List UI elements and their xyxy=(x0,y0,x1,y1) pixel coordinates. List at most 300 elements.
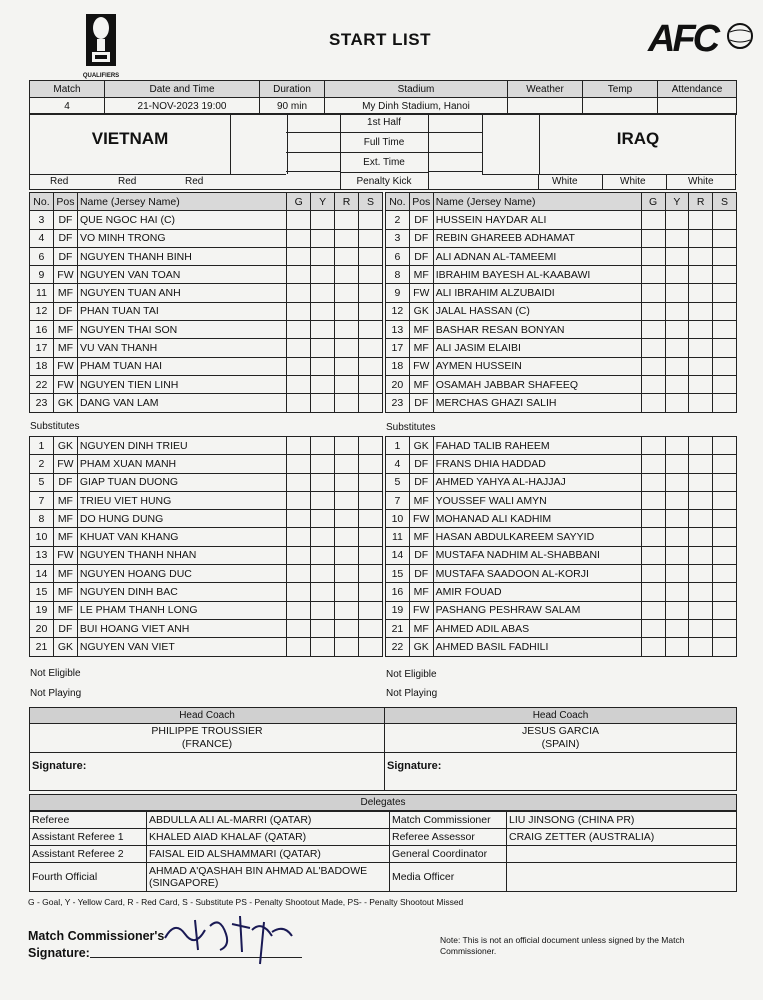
player-row xyxy=(30,437,383,455)
referee-label: Referee xyxy=(30,812,147,829)
sub-cell xyxy=(713,455,737,473)
away-coach-name: JESUS GARCIA xyxy=(521,725,600,737)
player-position: DF xyxy=(53,302,77,320)
attendance-label: Attendance xyxy=(658,81,737,98)
goal-cell xyxy=(641,284,665,302)
temp-label: Temp xyxy=(583,81,658,98)
yellow-cell xyxy=(665,211,689,229)
sub-cell xyxy=(713,284,737,302)
player-position: DF xyxy=(409,229,433,247)
red-cell xyxy=(335,565,359,583)
player-name: NGUYEN VAN VIET xyxy=(77,638,286,656)
player-row xyxy=(30,339,383,357)
goal-cell xyxy=(287,229,311,247)
goal-cell xyxy=(641,437,665,455)
yellow-cell xyxy=(311,247,335,265)
player-position: MF xyxy=(53,510,77,528)
away-team-name: IRAQ xyxy=(616,129,660,148)
player-row xyxy=(386,619,737,637)
yellow-cell xyxy=(665,528,689,546)
stadium-label: Stadium xyxy=(325,81,508,98)
player-number: 6 xyxy=(386,247,410,265)
player-number: 10 xyxy=(386,510,410,528)
player-name: KHUAT VAN KHANG xyxy=(77,528,286,546)
red-cell xyxy=(335,619,359,637)
sub-cell xyxy=(358,583,382,601)
player-number: 7 xyxy=(386,491,410,509)
yellow-cell xyxy=(311,437,335,455)
sub-cell xyxy=(359,302,383,320)
yellow-cell xyxy=(665,565,689,583)
col-pos: Pos xyxy=(409,193,433,211)
red-cell xyxy=(335,455,359,473)
home-head-coach-header: Head Coach xyxy=(30,708,385,724)
yellow-cell xyxy=(665,302,689,320)
fifa-trophy-icon xyxy=(76,12,126,68)
player-position: GK xyxy=(53,394,77,412)
delegates-header: Delegates xyxy=(29,794,737,811)
goal-cell xyxy=(641,211,665,229)
player-number: 2 xyxy=(30,455,54,473)
yellow-cell xyxy=(665,455,689,473)
away-substitutes-label: Substitutes xyxy=(386,422,436,433)
yellow-cell xyxy=(665,619,689,637)
col-y: Y xyxy=(665,193,689,211)
player-position: DF xyxy=(409,455,433,473)
goal-cell xyxy=(287,302,311,320)
player-name: NGUYEN DINH BAC xyxy=(77,583,286,601)
player-name: LE PHAM THANH LONG xyxy=(77,601,286,619)
fourth-official-name: AHMAD A'QASHAH BIN AHMAD AL'BADOWE xyxy=(149,865,368,877)
period-penalty-kick: Penalty Kick xyxy=(356,176,412,187)
player-name: BUI HOANG VIET ANH xyxy=(77,619,286,637)
page-title: START LIST xyxy=(329,30,431,49)
fifa-logo-text: QUALIFIERS xyxy=(82,73,120,79)
player-number: 11 xyxy=(30,284,54,302)
player-name: NGUYEN THANH BINH xyxy=(77,247,286,265)
date-time-value: 21-NOV-2023 19:00 xyxy=(105,98,260,115)
goal-cell xyxy=(287,211,311,229)
red-cell xyxy=(689,491,713,509)
red-cell xyxy=(689,229,713,247)
player-name: TRIEU VIET HUNG xyxy=(77,491,286,509)
player-name: NGUYEN THAI SON xyxy=(77,321,286,339)
player-position: DF xyxy=(53,247,77,265)
player-row xyxy=(386,302,737,320)
red-cell xyxy=(335,302,359,320)
player-number: 6 xyxy=(30,247,54,265)
red-cell xyxy=(335,546,359,564)
player-number: 20 xyxy=(386,375,410,393)
player-name: NGUYEN DINH TRIEU xyxy=(77,437,286,455)
player-name: MUSTAFA NADHIM AL-SHABBANI xyxy=(433,546,641,564)
player-name: NGUYEN TUAN ANH xyxy=(77,284,286,302)
player-number: 9 xyxy=(386,284,410,302)
goal-cell xyxy=(287,266,311,284)
player-row xyxy=(386,339,737,357)
goal-cell xyxy=(287,601,311,619)
player-number: 8 xyxy=(30,510,54,528)
player-name: HASAN ABDULKAREEM SAYYID xyxy=(433,528,641,546)
player-number: 22 xyxy=(386,638,410,656)
goal-cell xyxy=(641,247,665,265)
player-number: 9 xyxy=(30,266,54,284)
player-position: GK xyxy=(409,638,433,656)
sub-cell xyxy=(359,357,383,375)
yellow-cell xyxy=(665,357,689,375)
player-number: 17 xyxy=(386,339,410,357)
player-name: NGUYEN TIEN LINH xyxy=(77,375,286,393)
goal-cell xyxy=(287,321,311,339)
goal-cell xyxy=(641,302,665,320)
player-position: FW xyxy=(53,375,77,393)
sub-cell xyxy=(359,211,383,229)
player-number: 17 xyxy=(30,339,54,357)
player-position: DF xyxy=(53,473,77,491)
ar2-label: Assistant Referee 2 xyxy=(30,846,147,863)
player-name: BASHAR RESAN BONYAN xyxy=(433,321,641,339)
player-number: 5 xyxy=(30,473,54,491)
player-number: 15 xyxy=(30,583,54,601)
player-row xyxy=(386,247,737,265)
sub-cell xyxy=(358,565,382,583)
yellow-cell xyxy=(665,339,689,357)
player-name: VO MINH TRONG xyxy=(77,229,286,247)
player-number: 4 xyxy=(386,455,410,473)
player-row xyxy=(30,394,383,412)
red-cell xyxy=(335,394,359,412)
player-name: AMIR FOUAD xyxy=(433,583,641,601)
goal-cell xyxy=(641,321,665,339)
goal-cell xyxy=(641,601,665,619)
player-name: YOUSSEF WALI AMYN xyxy=(433,491,641,509)
goal-cell xyxy=(287,491,311,509)
player-position: DF xyxy=(409,565,433,583)
red-cell xyxy=(689,437,713,455)
player-number: 23 xyxy=(386,394,410,412)
player-number: 21 xyxy=(386,619,410,637)
match-number: 4 xyxy=(30,98,105,115)
red-cell xyxy=(689,211,713,229)
player-row xyxy=(30,491,383,509)
player-number: 1 xyxy=(386,437,410,455)
sub-cell xyxy=(713,266,737,284)
goal-cell xyxy=(641,229,665,247)
player-position: FW xyxy=(409,284,433,302)
goal-cell xyxy=(641,473,665,491)
player-row xyxy=(30,565,383,583)
sub-cell xyxy=(713,638,737,656)
yellow-cell xyxy=(311,339,335,357)
player-row xyxy=(30,357,383,375)
player-row xyxy=(30,619,383,637)
player-row xyxy=(386,565,737,583)
yellow-cell xyxy=(665,375,689,393)
match-commissioner-value: LIU JINSONG (CHINA PR) xyxy=(507,812,737,829)
sub-cell xyxy=(713,619,737,637)
col-y: Y xyxy=(311,193,335,211)
player-position: FW xyxy=(53,266,77,284)
sub-cell xyxy=(359,394,383,412)
away-coach-country: (SPAIN) xyxy=(541,738,580,750)
col-r: R xyxy=(689,193,713,211)
yellow-cell xyxy=(665,229,689,247)
player-position: DF xyxy=(53,619,77,637)
player-position: MF xyxy=(409,321,433,339)
player-name: DO HUNG DUNG xyxy=(77,510,286,528)
player-row xyxy=(30,455,383,473)
sub-cell xyxy=(358,546,382,564)
goal-cell xyxy=(287,528,311,546)
yellow-cell xyxy=(665,583,689,601)
legend: G - Goal, Y - Yellow Card, R - Red Card, S - Substitute PS - Penalty Shootout Made, PS- - Penalty Shootout Missed xyxy=(28,897,464,907)
player-name: PHAM XUAN MANH xyxy=(77,455,286,473)
yellow-cell xyxy=(311,546,335,564)
red-cell xyxy=(335,247,359,265)
player-name: IBRAHIM BAYESH AL-KAABAWI xyxy=(433,266,641,284)
player-position: DF xyxy=(409,394,433,412)
sub-cell xyxy=(713,473,737,491)
home-signature-label: Signature: xyxy=(32,760,87,772)
col-name: Name (Jersey Name) xyxy=(433,193,641,211)
home-substitutes-label: Substitutes xyxy=(30,421,80,432)
player-number: 18 xyxy=(30,357,54,375)
home-kit-2: Red xyxy=(118,176,137,187)
player-name: MERCHAS GHAZI SALIH xyxy=(433,394,641,412)
sub-cell xyxy=(713,211,737,229)
player-name: HUSSEIN HAYDAR ALI xyxy=(433,211,641,229)
player-position: FW xyxy=(53,357,77,375)
sub-cell xyxy=(358,510,382,528)
sub-cell xyxy=(713,583,737,601)
player-row xyxy=(30,546,383,564)
handwritten-signature xyxy=(160,906,310,966)
player-position: DF xyxy=(53,211,77,229)
player-name: PHAN TUAN TAI xyxy=(77,302,286,320)
sub-cell xyxy=(359,339,383,357)
col-s: S xyxy=(713,193,737,211)
red-cell xyxy=(335,266,359,284)
sub-cell xyxy=(713,546,737,564)
yellow-cell xyxy=(311,510,335,528)
player-name: MUSTAFA SAADOON AL-KORJI xyxy=(433,565,641,583)
sub-cell xyxy=(358,638,382,656)
sub-cell xyxy=(713,357,737,375)
player-number: 2 xyxy=(386,211,410,229)
away-kit-3: White xyxy=(688,176,714,187)
player-position: FW xyxy=(409,601,433,619)
col-r: R xyxy=(335,193,359,211)
player-name: NGUYEN HOANG DUC xyxy=(77,565,286,583)
player-position: MF xyxy=(409,491,433,509)
yellow-cell xyxy=(311,375,335,393)
media-officer-label: Media Officer xyxy=(390,863,507,892)
general-coordinator-label: General Coordinator xyxy=(390,846,507,863)
player-row xyxy=(30,528,383,546)
sub-cell xyxy=(713,565,737,583)
goal-cell xyxy=(287,510,311,528)
player-position: MF xyxy=(409,619,433,637)
player-number: 14 xyxy=(386,546,410,564)
fifa-logo xyxy=(76,12,126,78)
goal-cell xyxy=(641,619,665,637)
col-g: G xyxy=(641,193,665,211)
sub-cell xyxy=(358,473,382,491)
player-row xyxy=(386,491,737,509)
sub-cell xyxy=(359,284,383,302)
yellow-cell xyxy=(311,565,335,583)
sub-cell xyxy=(359,375,383,393)
player-row xyxy=(386,473,737,491)
yellow-cell xyxy=(665,546,689,564)
red-cell xyxy=(335,284,359,302)
away-starters-table xyxy=(385,192,737,413)
yellow-cell xyxy=(665,394,689,412)
player-position: MF xyxy=(53,339,77,357)
col-g: G xyxy=(287,193,311,211)
goal-cell xyxy=(287,473,311,491)
player-position: MF xyxy=(409,375,433,393)
player-row xyxy=(386,601,737,619)
player-row xyxy=(30,266,383,284)
home-not-eligible: Not Eligible xyxy=(30,668,81,679)
red-cell xyxy=(335,339,359,357)
player-row xyxy=(386,510,737,528)
fourth-official-value xyxy=(147,863,390,892)
goal-cell xyxy=(287,247,311,265)
away-not-eligible: Not Eligible xyxy=(386,669,437,680)
player-row xyxy=(386,638,737,656)
away-subs-table xyxy=(385,436,737,657)
player-position: FW xyxy=(53,546,77,564)
player-number: 8 xyxy=(386,266,410,284)
player-position: DF xyxy=(409,247,433,265)
player-number: 21 xyxy=(30,638,54,656)
player-position: DF xyxy=(409,473,433,491)
player-position: GK xyxy=(53,437,77,455)
player-name: GIAP TUAN DUONG xyxy=(77,473,286,491)
goal-cell xyxy=(641,510,665,528)
red-cell xyxy=(689,473,713,491)
media-officer-value xyxy=(507,863,737,892)
player-number: 12 xyxy=(30,302,54,320)
player-name: ALI IBRAHIM ALZUBAIDI xyxy=(433,284,641,302)
red-cell xyxy=(689,357,713,375)
home-coach-country: (FRANCE) xyxy=(181,738,233,750)
player-row xyxy=(386,229,737,247)
player-row xyxy=(386,284,737,302)
red-cell xyxy=(335,601,359,619)
player-position: MF xyxy=(53,284,77,302)
player-position: MF xyxy=(53,565,77,583)
home-kit-1: Red xyxy=(50,176,69,187)
player-row xyxy=(386,583,737,601)
score-block xyxy=(29,113,736,190)
temp-value xyxy=(583,98,658,115)
yellow-cell xyxy=(311,619,335,637)
yellow-cell xyxy=(311,491,335,509)
player-row xyxy=(386,455,737,473)
sub-cell xyxy=(358,619,382,637)
player-row xyxy=(386,394,737,412)
ar2-value: FAISAL EID ALSHAMMARI (QATAR) xyxy=(147,846,390,863)
goal-cell xyxy=(641,375,665,393)
yellow-cell xyxy=(665,473,689,491)
red-cell xyxy=(335,229,359,247)
yellow-cell xyxy=(665,638,689,656)
referee-value: ABDULLA ALI AL-MARRI (QATAR) xyxy=(147,812,390,829)
goal-cell xyxy=(641,491,665,509)
player-position: MF xyxy=(53,528,77,546)
duration-value: 90 min xyxy=(260,98,325,115)
commissioner-signature-label-line2: Signature: xyxy=(28,946,90,960)
attendance-value xyxy=(658,98,737,115)
sub-cell xyxy=(359,247,383,265)
player-name: JALAL HASSAN (C) xyxy=(433,302,641,320)
yellow-cell xyxy=(311,357,335,375)
player-row xyxy=(30,601,383,619)
yellow-cell xyxy=(665,601,689,619)
player-name: OSAMAH JABBAR SHAFEEQ xyxy=(433,375,641,393)
red-cell xyxy=(689,510,713,528)
yellow-cell xyxy=(311,455,335,473)
referee-assessor-value: CRAIG ZETTER (AUSTRALIA) xyxy=(507,829,737,846)
red-cell xyxy=(335,491,359,509)
home-starters-table xyxy=(29,192,383,413)
goal-cell xyxy=(287,394,311,412)
col-pos: Pos xyxy=(53,193,77,211)
player-number: 11 xyxy=(386,528,410,546)
player-position: MF xyxy=(53,321,77,339)
red-cell xyxy=(689,321,713,339)
goal-cell xyxy=(641,394,665,412)
player-number: 7 xyxy=(30,491,54,509)
goal-cell xyxy=(287,546,311,564)
away-head-coach-header: Head Coach xyxy=(385,708,736,724)
match-commissioner-label: Match Commissioner xyxy=(390,812,507,829)
red-cell xyxy=(689,455,713,473)
player-position: MF xyxy=(53,491,77,509)
player-number: 3 xyxy=(30,211,54,229)
player-row xyxy=(386,321,737,339)
player-row xyxy=(386,211,737,229)
player-row xyxy=(386,375,737,393)
goal-cell xyxy=(641,583,665,601)
sub-cell xyxy=(713,339,737,357)
player-position: MF xyxy=(409,528,433,546)
player-name: REBIN GHAREEB ADHAMAT xyxy=(433,229,641,247)
player-name: VU VAN THANH xyxy=(77,339,286,357)
red-cell xyxy=(689,247,713,265)
home-team-name: VIETNAM xyxy=(91,129,169,148)
player-number: 15 xyxy=(386,565,410,583)
goal-cell xyxy=(641,266,665,284)
red-cell xyxy=(689,565,713,583)
goal-cell xyxy=(641,339,665,357)
player-name: PHAM TUAN HAI xyxy=(77,357,286,375)
sub-cell xyxy=(359,229,383,247)
player-position: DF xyxy=(409,211,433,229)
player-number: 18 xyxy=(386,357,410,375)
coach-block xyxy=(29,707,737,791)
yellow-cell xyxy=(311,528,335,546)
player-name: AHMED YAHYA AL-HAJJAJ xyxy=(433,473,641,491)
player-row xyxy=(30,375,383,393)
sub-cell xyxy=(713,601,737,619)
sub-cell xyxy=(713,375,737,393)
match-label: Match xyxy=(30,81,105,98)
player-position: MF xyxy=(409,266,433,284)
